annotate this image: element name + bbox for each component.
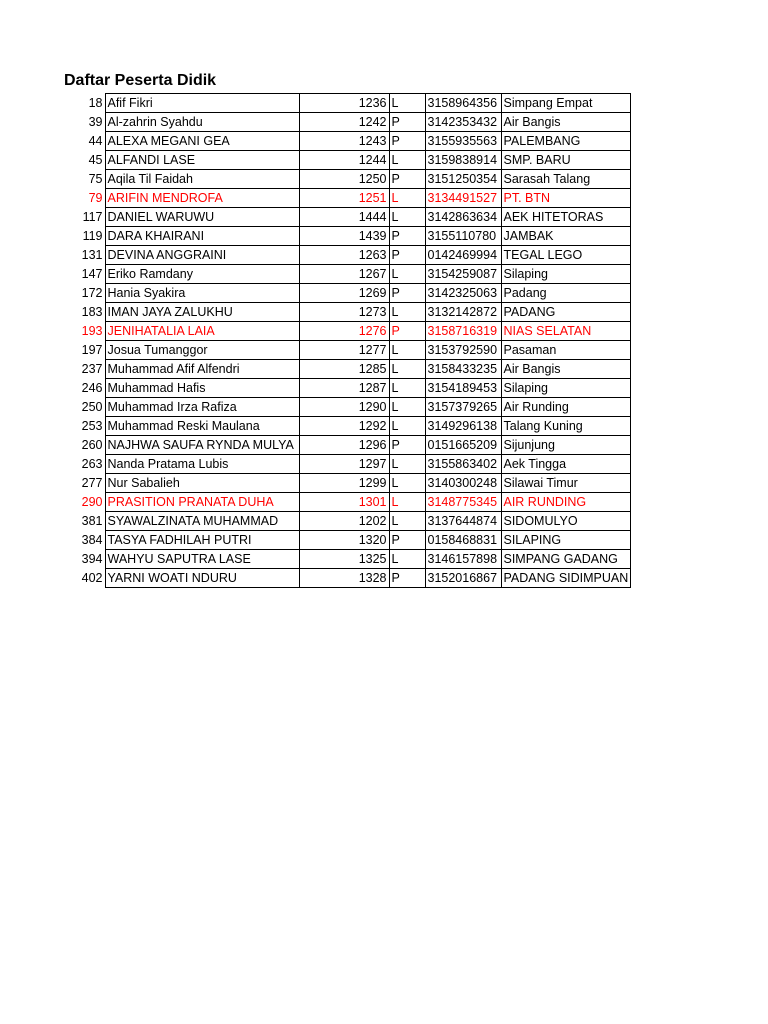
student-name-cell: JENIHATALIA LAIA	[105, 322, 299, 341]
student-nisn-cell: 3158964356	[425, 94, 501, 113]
student-gender-cell: L	[389, 417, 425, 436]
student-nis-cell: 1292	[299, 417, 389, 436]
student-nis-cell: 1236	[299, 94, 389, 113]
student-number-cell: 172	[81, 286, 103, 300]
table-row	[64, 569, 631, 588]
student-gender-cell: L	[389, 189, 425, 208]
student-name-cell: Nur Sabalieh	[105, 474, 299, 493]
student-nis-cell: 1296	[299, 436, 389, 455]
student-nisn-cell: 3148775345	[425, 493, 501, 512]
student-nis-cell: 1269	[299, 284, 389, 303]
student-nis-cell: 1244	[299, 151, 389, 170]
student-name-cell: PRASITION PRANATA DUHA	[105, 493, 299, 512]
table-row	[64, 531, 631, 550]
student-number-cell: 290	[81, 495, 103, 509]
student-birthplace-cell: Simpang Empat	[501, 94, 631, 113]
student-name-cell: Muhammad Reski Maulana	[105, 417, 299, 436]
student-nisn-cell: 3159838914	[425, 151, 501, 170]
student-gender-cell: P	[389, 284, 425, 303]
student-name-cell: SYAWALZINATA MUHAMMAD	[105, 512, 299, 531]
student-name-cell: Hania Syakira	[105, 284, 299, 303]
student-number-cell: 197	[81, 343, 103, 357]
student-number-cell: 381	[81, 514, 103, 528]
student-birthplace-cell: SMP. BARU	[501, 151, 631, 170]
student-nis-cell: 1250	[299, 170, 389, 189]
student-number-cell: 183	[81, 305, 103, 319]
student-nis-cell: 1297	[299, 455, 389, 474]
table-row	[64, 455, 631, 474]
student-birthplace-cell: PT. BTN	[501, 189, 631, 208]
student-nis-cell: 1202	[299, 512, 389, 531]
student-gender-cell: P	[389, 322, 425, 341]
student-number-cell: 117	[82, 210, 103, 224]
student-name-cell: NAJHWA SAUFA RYNDA MULYA	[105, 436, 299, 455]
student-birthplace-cell: PADANG SIDIMPUAN	[501, 569, 631, 588]
student-name-cell: YARNI WOATI NDURU	[105, 569, 299, 588]
student-gender-cell: P	[389, 170, 425, 189]
student-nisn-cell: 3132142872	[425, 303, 501, 322]
student-gender-cell: L	[389, 550, 425, 569]
student-nisn-cell: 0151665209	[425, 436, 501, 455]
student-name-cell: DARA KHAIRANI	[105, 227, 299, 246]
student-nisn-cell: 0158468831	[425, 531, 501, 550]
student-gender-cell: L	[389, 512, 425, 531]
student-gender-cell: P	[389, 246, 425, 265]
student-nis-cell: 1287	[299, 379, 389, 398]
student-nis-cell: 1320	[299, 531, 389, 550]
student-name-cell: DEVINA ANGGRAINI	[105, 246, 299, 265]
student-birthplace-cell: Silawai Timur	[501, 474, 631, 493]
student-birthplace-cell: Sijunjung	[501, 436, 631, 455]
table-row	[64, 170, 631, 189]
student-nisn-cell: 3142863634	[425, 208, 501, 227]
student-birthplace-cell: Air Bangis	[501, 113, 631, 132]
student-birthplace-cell: Aek Tingga	[501, 455, 631, 474]
student-gender-cell: L	[389, 474, 425, 493]
student-name-cell: Al-zahrin Syahdu	[105, 113, 299, 132]
table-row	[64, 113, 631, 132]
student-nis-cell: 1243	[299, 132, 389, 151]
student-gender-cell: L	[389, 398, 425, 417]
student-gender-cell: P	[389, 531, 425, 550]
student-gender-cell: L	[389, 208, 425, 227]
student-number-cell: 75	[88, 172, 103, 186]
student-nisn-cell: 3157379265	[425, 398, 501, 417]
table-row	[64, 398, 631, 417]
student-birthplace-cell: PADANG	[501, 303, 631, 322]
student-name-cell: ARIFIN MENDROFA	[105, 189, 299, 208]
student-birthplace-cell: Padang	[501, 284, 631, 303]
student-number-cell: 131	[81, 248, 103, 262]
student-gender-cell: L	[389, 493, 425, 512]
student-number-cell: 39	[88, 115, 103, 129]
student-number-cell: 237	[81, 362, 103, 376]
student-name-cell: Josua Tumanggor	[105, 341, 299, 360]
student-table-body	[64, 94, 631, 588]
table-row	[64, 132, 631, 151]
student-name-cell: Eriko Ramdany	[105, 265, 299, 284]
student-number-cell: 79	[88, 191, 103, 205]
student-birthplace-cell: SIDOMULYO	[501, 512, 631, 531]
table-row	[64, 246, 631, 265]
student-number-cell: 18	[88, 96, 103, 110]
student-gender-cell: L	[389, 360, 425, 379]
student-birthplace-cell: SIMPANG GADANG	[501, 550, 631, 569]
student-birthplace-cell: Air Bangis	[501, 360, 631, 379]
student-name-cell: Muhammad Afif Alfendri	[105, 360, 299, 379]
student-gender-cell: P	[389, 436, 425, 455]
student-nis-cell: 1251	[299, 189, 389, 208]
student-gender-cell: L	[389, 151, 425, 170]
student-nis-cell: 1242	[299, 113, 389, 132]
student-name-cell: DANIEL WARUWU	[105, 208, 299, 227]
student-number-cell: 45	[88, 153, 103, 167]
page-title: Daftar Peserta Didik	[64, 72, 217, 89]
student-name-cell: ALEXA MEGANI GEA	[105, 132, 299, 151]
student-nis-cell: 1325	[299, 550, 389, 569]
table-row	[64, 265, 631, 284]
student-gender-cell: P	[389, 132, 425, 151]
student-gender-cell: L	[389, 379, 425, 398]
table-row	[64, 322, 631, 341]
student-birthplace-cell: Talang Kuning	[501, 417, 631, 436]
student-nis-cell: 1299	[299, 474, 389, 493]
table-row	[64, 493, 631, 512]
student-number-cell: 253	[81, 419, 103, 433]
student-birthplace-cell: AEK HITETORAS	[501, 208, 631, 227]
table-row	[64, 474, 631, 493]
student-birthplace-cell: JAMBAK	[501, 227, 631, 246]
student-name-cell: WAHYU SAPUTRA LASE	[105, 550, 299, 569]
student-number-cell: 119	[82, 229, 103, 243]
student-nis-cell: 1301	[299, 493, 389, 512]
table-row	[64, 436, 631, 455]
table-row	[64, 303, 631, 322]
student-gender-cell: P	[389, 113, 425, 132]
student-nisn-cell: 3154259087	[425, 265, 501, 284]
student-nisn-cell: 3140300248	[425, 474, 501, 493]
student-nisn-cell: 3142325063	[425, 284, 501, 303]
student-number-cell: 277	[81, 476, 103, 490]
student-nis-cell: 1277	[299, 341, 389, 360]
student-nis-cell: 1290	[299, 398, 389, 417]
table-row	[64, 550, 631, 569]
student-nisn-cell: 3137644874	[425, 512, 501, 531]
student-number-cell: 394	[81, 552, 103, 566]
table-row	[64, 512, 631, 531]
student-name-cell: Aqila Til Faidah	[105, 170, 299, 189]
student-number-cell: 246	[81, 381, 103, 395]
student-nis-cell: 1267	[299, 265, 389, 284]
student-birthplace-cell: Air Runding	[501, 398, 631, 417]
student-birthplace-cell: AIR RUNDING	[501, 493, 631, 512]
student-nisn-cell: 3155863402	[425, 455, 501, 474]
student-number-cell: 260	[81, 438, 103, 452]
student-number-cell: 147	[81, 267, 103, 281]
student-name-cell: Muhammad Irza Rafiza	[105, 398, 299, 417]
student-nisn-cell: 3151250354	[425, 170, 501, 189]
student-birthplace-cell: Pasaman	[501, 341, 631, 360]
student-nisn-cell: 3154189453	[425, 379, 501, 398]
student-name-cell: IMAN JAYA ZALUKHU	[105, 303, 299, 322]
student-nis-cell: 1263	[299, 246, 389, 265]
student-name-cell: Nanda Pratama Lubis	[105, 455, 299, 474]
student-nisn-cell: 3149296138	[425, 417, 501, 436]
student-nis-cell: 1276	[299, 322, 389, 341]
student-nisn-cell: 3152016867	[425, 569, 501, 588]
student-number-cell: 193	[81, 324, 103, 338]
table-row	[64, 417, 631, 436]
table-row	[64, 94, 631, 113]
student-birthplace-cell: Silaping	[501, 265, 631, 284]
student-table	[64, 93, 631, 588]
table-row	[64, 151, 631, 170]
table-row	[64, 284, 631, 303]
student-nisn-cell: 3146157898	[425, 550, 501, 569]
student-gender-cell: P	[389, 569, 425, 588]
student-nisn-cell: 3142353432	[425, 113, 501, 132]
student-number-cell: 402	[81, 571, 103, 585]
student-gender-cell: L	[389, 455, 425, 474]
student-name-cell: Afif Fikri	[105, 94, 299, 113]
student-gender-cell: P	[389, 227, 425, 246]
table-row	[64, 227, 631, 246]
student-nisn-cell: 3155935563	[425, 132, 501, 151]
student-birthplace-cell: PALEMBANG	[501, 132, 631, 151]
table-row	[64, 341, 631, 360]
student-nisn-cell: 3158433235	[425, 360, 501, 379]
student-nisn-cell: 3153792590	[425, 341, 501, 360]
student-birthplace-cell: Sarasah Talang	[501, 170, 631, 189]
student-gender-cell: L	[389, 341, 425, 360]
student-nisn-cell: 3158716319	[425, 322, 501, 341]
student-number-cell: 263	[81, 457, 103, 471]
student-birthplace-cell: TEGAL LEGO	[501, 246, 631, 265]
table-row	[64, 360, 631, 379]
student-nis-cell: 1285	[299, 360, 389, 379]
student-nis-cell: 1273	[299, 303, 389, 322]
student-nis-cell: 1328	[299, 569, 389, 588]
student-number-cell: 44	[88, 134, 103, 148]
student-nisn-cell: 0142469994	[425, 246, 501, 265]
student-nisn-cell: 3134491527	[425, 189, 501, 208]
student-name-cell: Muhammad Hafis	[105, 379, 299, 398]
student-number-cell: 384	[81, 533, 103, 547]
student-nisn-cell: 3155110780	[425, 227, 501, 246]
student-gender-cell: L	[389, 94, 425, 113]
student-name-cell: TASYA FADHILAH PUTRI	[105, 531, 299, 550]
student-number-cell: 250	[81, 400, 103, 414]
student-gender-cell: L	[389, 265, 425, 284]
table-row	[64, 379, 631, 398]
student-gender-cell: L	[389, 303, 425, 322]
student-name-cell: ALFANDI LASE	[105, 151, 299, 170]
table-row	[64, 208, 631, 227]
table-row	[64, 189, 631, 208]
student-birthplace-cell: NIAS SELATAN	[501, 322, 631, 341]
student-birthplace-cell: Silaping	[501, 379, 631, 398]
student-nis-cell: 1444	[299, 208, 389, 227]
student-birthplace-cell: SILAPING	[501, 531, 631, 550]
student-nis-cell: 1439	[299, 227, 389, 246]
